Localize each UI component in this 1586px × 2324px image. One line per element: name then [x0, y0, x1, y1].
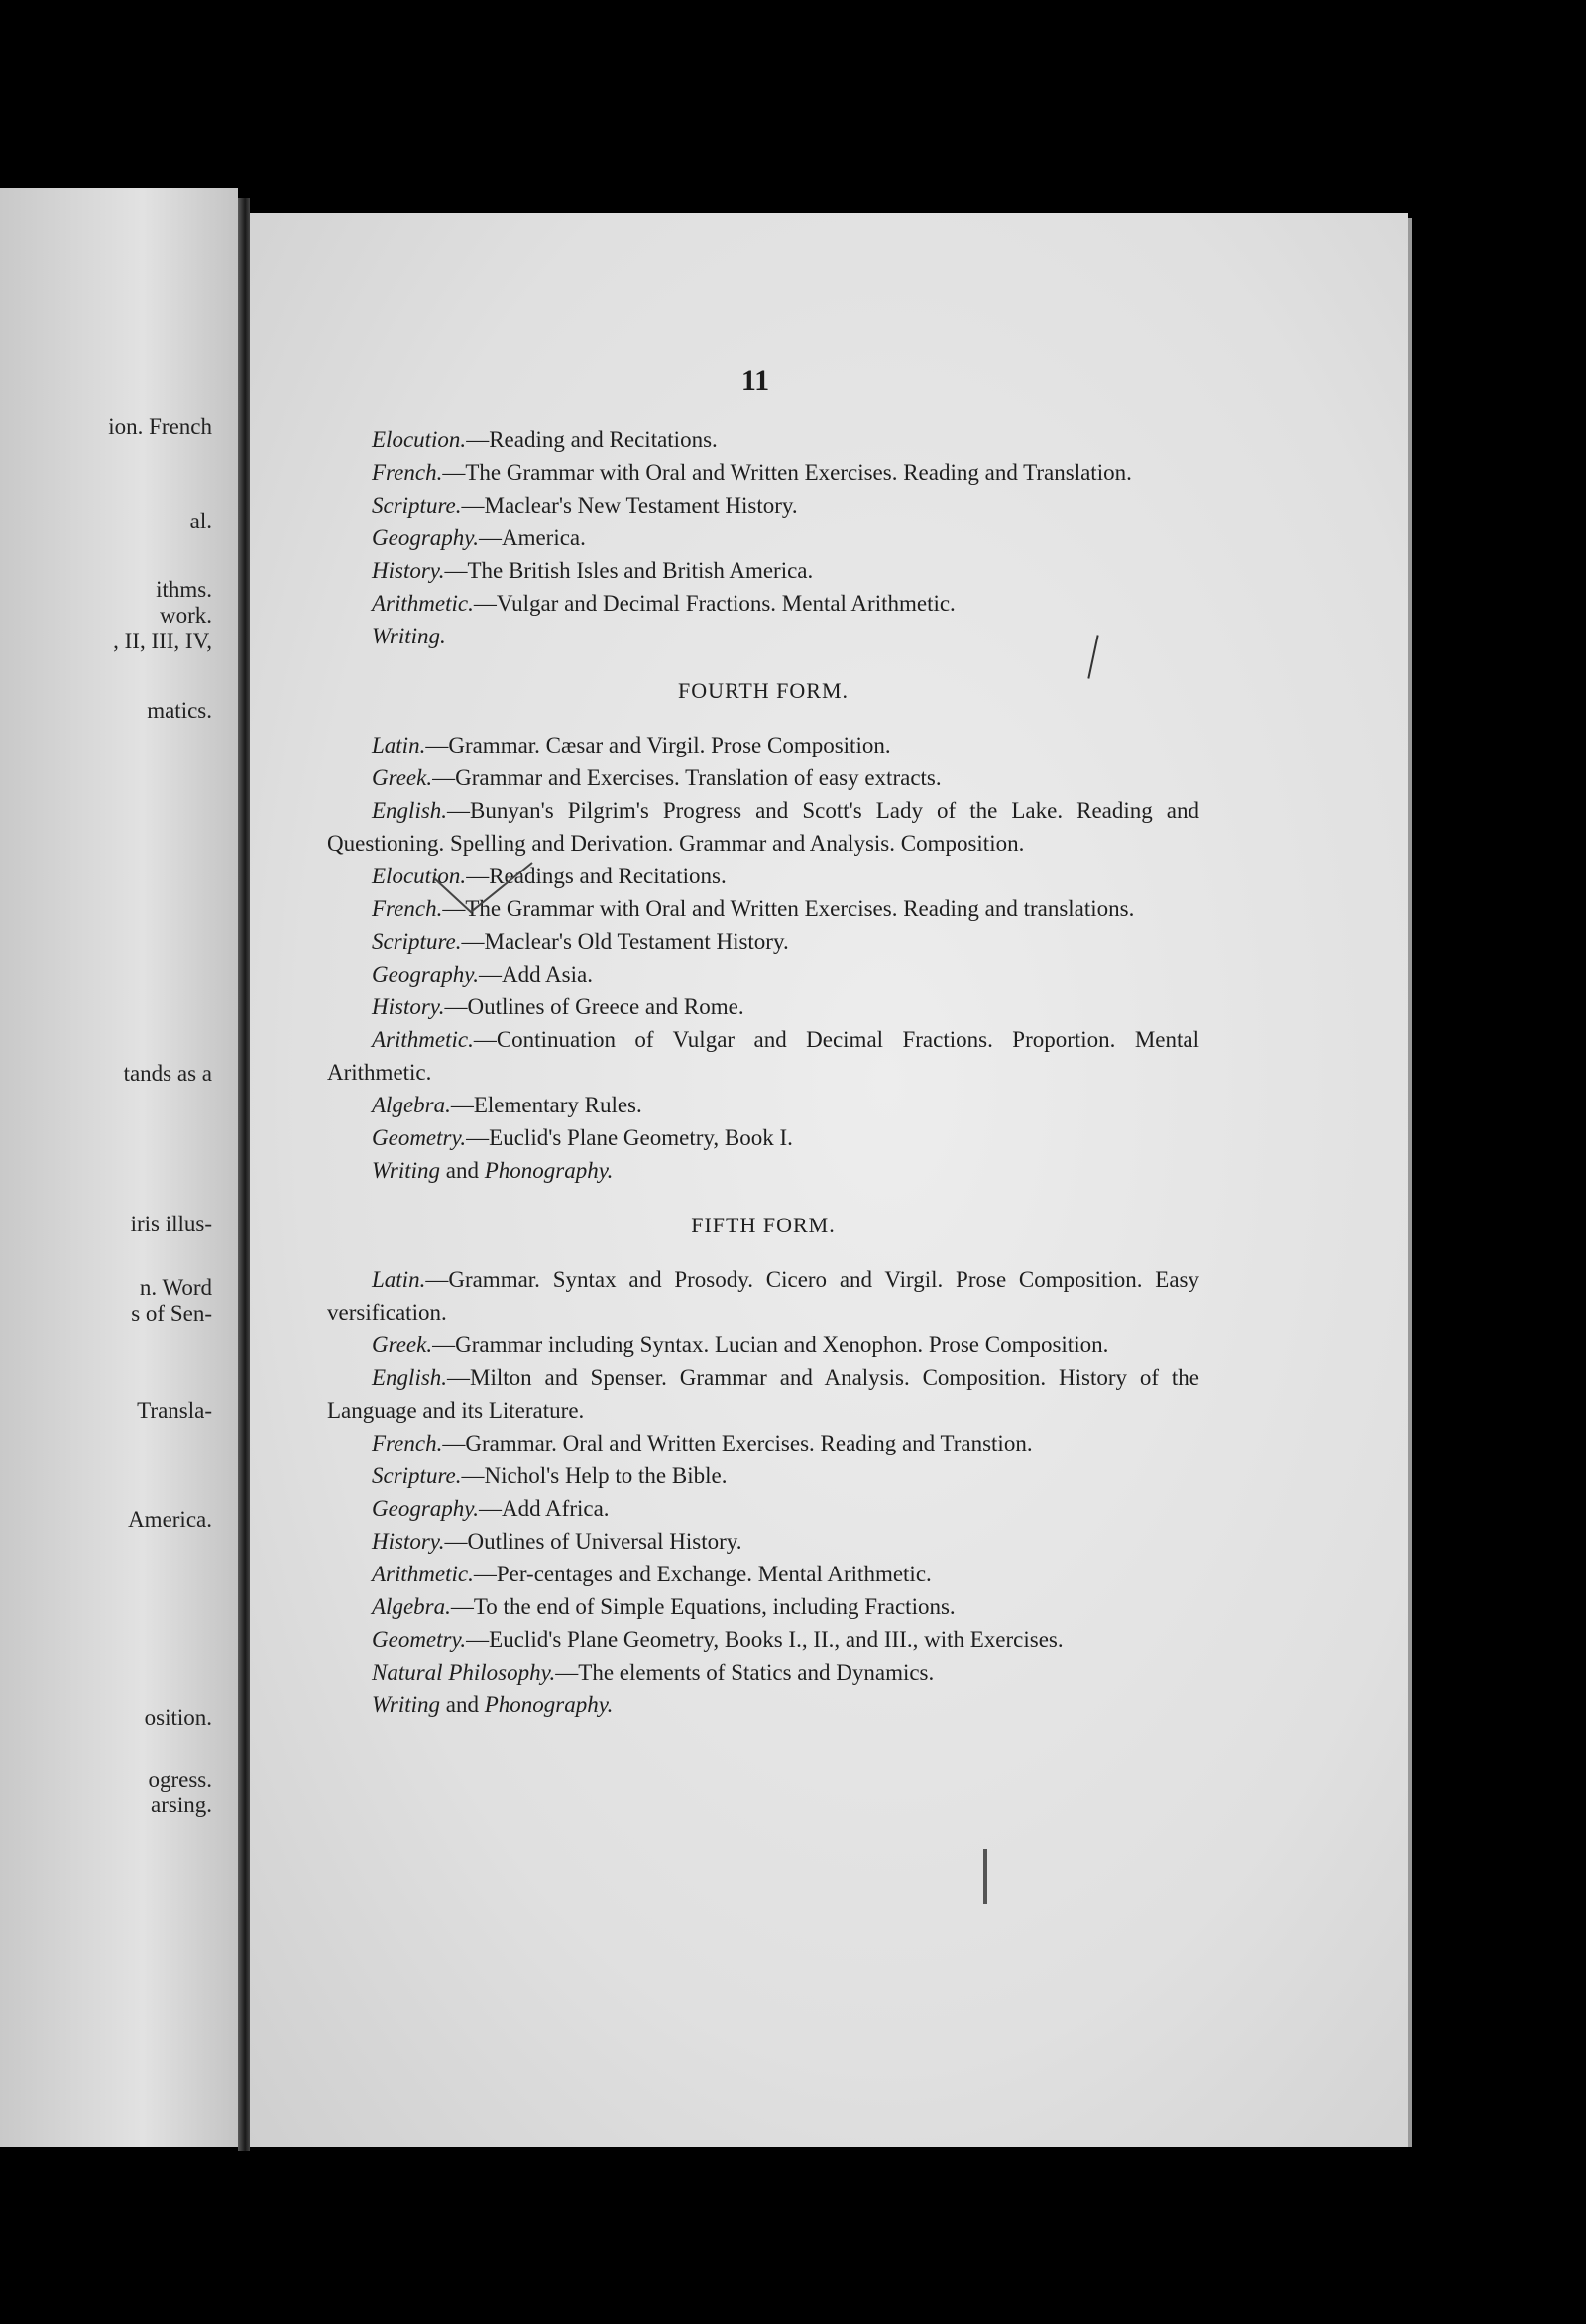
subject-label: French. [372, 896, 443, 921]
subject-label: French. [372, 1431, 443, 1455]
subject-label: Geography. [372, 525, 479, 550]
subject-label: Geography. [372, 962, 479, 987]
left-fragment: iris illus- [130, 1212, 212, 1236]
pencil-check-mark [423, 853, 641, 932]
entry-text: —To the end of Simple Equations, including Fractions. [450, 1594, 956, 1619]
left-fragment: ithms. [156, 577, 212, 602]
entry-text: —Maclear's Old Testament History. [461, 929, 789, 954]
entry-text: —Grammar. Oral and Written Exercises. Reading and Transtion. [442, 1431, 1033, 1455]
left-fragment: s of Sen- [131, 1301, 212, 1326]
entry-geography [327, 522, 1199, 554]
entry-english [327, 794, 1199, 860]
book-gutter [238, 198, 250, 2151]
subject-label: Elocution. [372, 864, 467, 888]
subject-label: French. [372, 460, 443, 485]
entry-arithmetic [327, 1558, 1199, 1590]
entry-text: —Per-centages and Exchange. Mental Arithmetic. [473, 1562, 932, 1586]
entry-text: —Vulgar and Decimal Fractions. Mental Arithmetic. [473, 591, 956, 616]
entry-latin [327, 729, 1199, 761]
subject-label: Geometry. [372, 1627, 467, 1652]
entry-text: —Bunyan's Pilgrim's Progress and Scott's Lady of the Lake. Reading and Questioning. Spelling and Derivation. Grammar and Analysis. Composition. [327, 798, 1199, 856]
subject-label: English. [372, 1365, 448, 1390]
entry-text: —Add Africa. [478, 1496, 610, 1521]
entry-writing-phonography [327, 1688, 1199, 1721]
entry-greek [327, 761, 1199, 794]
left-fragment: America. [128, 1507, 212, 1532]
left-fragment: Transla- [137, 1398, 212, 1423]
entry-text: —The British Isles and British America. [444, 558, 814, 583]
entry-history [327, 990, 1199, 1023]
entry-text: and [440, 1158, 485, 1183]
entry-algebra [327, 1590, 1199, 1623]
section-heading-fifth-form: FIFTH FORM. [691, 1213, 836, 1237]
subject-label: Greek. [372, 1333, 433, 1357]
entry-text: —Grammar and Exercises. Translation of easy extracts. [432, 765, 942, 790]
subject-label: Latin. [372, 1267, 426, 1292]
entry-text: —Nichol's Help to the Bible. [461, 1463, 728, 1488]
entry-text: —Reading and Recitations. [466, 427, 718, 452]
page-edge [1408, 218, 1412, 2147]
subject-label: History. [372, 558, 445, 583]
entry-text: —Add Asia. [478, 962, 593, 987]
entry-arithmetic [327, 1023, 1199, 1089]
left-fragment: osition. [144, 1705, 212, 1730]
left-fragment: work. [159, 603, 212, 628]
left-fragment: tands as a [123, 1061, 212, 1086]
entry-greek [327, 1329, 1199, 1361]
entry-writing-phonography [327, 1154, 1199, 1187]
ink-smudge [983, 1849, 987, 1904]
entry-text: —Readings and Recitations. [466, 864, 727, 888]
entry-history [327, 1525, 1199, 1558]
subject-label: English. [372, 798, 448, 823]
subject-label: Writing. [372, 624, 446, 648]
entry-history [327, 554, 1199, 587]
entry-latin [327, 1263, 1199, 1329]
entry-arithmetic [327, 587, 1199, 620]
entry-scripture [327, 1459, 1199, 1492]
subject-label: Scripture. [372, 929, 462, 954]
subject-label: Scripture. [372, 493, 462, 518]
entry-writing [327, 620, 1199, 652]
entry-text: —Elementary Rules. [450, 1093, 642, 1117]
entry-natural-philosophy [327, 1656, 1199, 1688]
page-body [327, 423, 1199, 1721]
section-heading-fourth-form: FOURTH FORM. [677, 678, 850, 703]
page [250, 213, 1408, 2147]
subject-label: Arithmetic. [372, 1562, 474, 1586]
left-fragment: ogress. [148, 1767, 212, 1792]
subject-label: Greek. [372, 765, 433, 790]
entry-algebra [327, 1089, 1199, 1121]
subject-label: Writing [372, 1692, 441, 1717]
left-fragment: arsing. [151, 1793, 212, 1817]
entry-french [327, 1427, 1199, 1459]
entry-elocution [327, 423, 1199, 456]
entry-geography [327, 958, 1199, 990]
entry-text: —Euclid's Plane Geometry, Book I. [466, 1125, 793, 1150]
previous-page-fragment [0, 188, 238, 2147]
subject-label: History. [372, 994, 445, 1019]
subject-label: History. [372, 1529, 445, 1554]
entry-text: —Maclear's New Testament History. [461, 493, 798, 518]
entry-text: —Milton and Spenser. Grammar and Analysis. Composition. History of the Language and its Literature. [327, 1365, 1199, 1423]
left-fragment: n. Word [139, 1275, 212, 1300]
subject-label: Algebra. [372, 1093, 451, 1117]
entry-text: —Grammar including Syntax. Lucian and Xenophon. Prose Composition. [432, 1333, 1109, 1357]
left-fragment: matics. [147, 698, 212, 723]
entry-text: —Outlines of Universal History. [444, 1529, 742, 1554]
entry-french [327, 456, 1199, 489]
subject-label: Scripture. [372, 1463, 462, 1488]
subject-label: Writing [372, 1158, 441, 1183]
entry-text: —Grammar. Cæsar and Virgil. Prose Composition. [425, 733, 891, 757]
entry-text: —The Grammar with Oral and Written Exercises. Reading and translations. [442, 896, 1135, 921]
left-fragment: al. [189, 509, 212, 533]
subject-label: Phonography. [484, 1158, 614, 1183]
subject-label: Arithmetic. [372, 1027, 474, 1052]
left-fragment: , II, III, IV, [113, 629, 212, 653]
subject-label: Latin. [372, 733, 426, 757]
entry-text: —Outlines of Greece and Rome. [444, 994, 744, 1019]
subject-label: Arithmetic. [372, 591, 474, 616]
subject-label: Elocution. [372, 427, 467, 452]
left-fragment: ion. French [108, 414, 212, 439]
subject-label: Geography. [372, 1496, 479, 1521]
entry-text: and [440, 1692, 485, 1717]
entry-geometry [327, 1121, 1199, 1154]
entry-text: —The elements of Statics and Dynamics. [555, 1660, 935, 1685]
entry-text: —Grammar. Syntax and Prosody. Cicero and Virgil. Prose Composition. Easy versification. [327, 1267, 1199, 1325]
entry-text: —The Grammar with Oral and Written Exercises. Reading and Translation. [442, 460, 1132, 485]
entry-geography [327, 1492, 1199, 1525]
entry-text: —Euclid's Plane Geometry, Books I., II., and III., with Exercises. [466, 1627, 1064, 1652]
subject-label: Natural Philosophy. [372, 1660, 556, 1685]
entry-geometry [327, 1623, 1199, 1656]
entry-scripture [327, 489, 1199, 522]
subject-label: Phonography. [484, 1692, 614, 1717]
entry-text: —America. [478, 525, 586, 550]
page-number: 11 [740, 364, 770, 397]
entry-text: —Continuation of Vulgar and Decimal Fractions. Proportion. Mental Arithmetic. [327, 1027, 1199, 1085]
subject-label: Algebra. [372, 1594, 451, 1619]
entry-english [327, 1361, 1199, 1427]
subject-label: Geometry. [372, 1125, 467, 1150]
